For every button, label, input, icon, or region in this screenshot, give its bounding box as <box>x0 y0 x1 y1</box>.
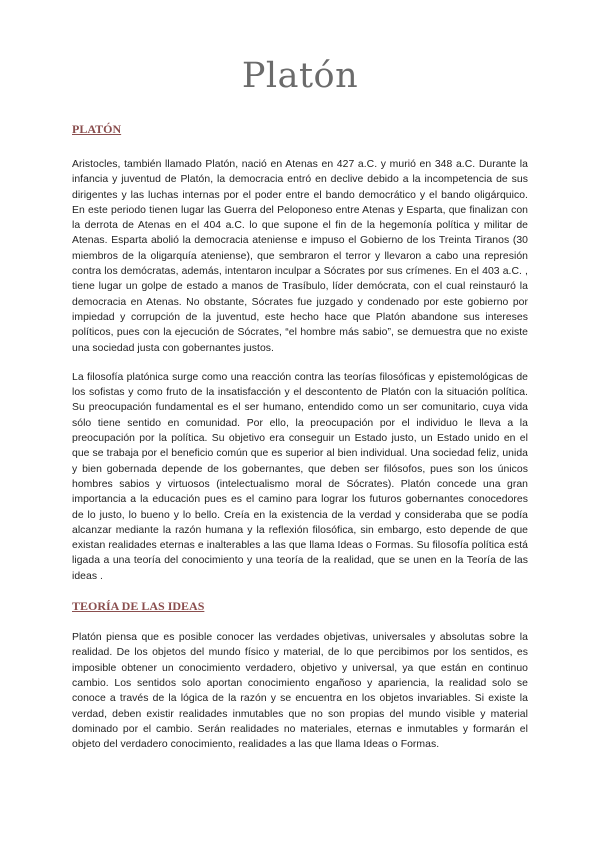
section-heading-platon: PLATÓN <box>72 122 122 136</box>
paragraph-biography: Aristocles, también llamado Platón, nació en Atenas en 427 a.C. y murió en 348 a.C. Durante la infancia y juventud de Platón, la democracia entró en declive debido a la incompetencia de sus dirigentes y las luchas internas por el poder entre el bando democrático y el bando oligárquico. En este periodo tienen lugar las Guerra del Peloponeso entre Atenas y Esparta, que finalizan con la derrota de Atenas en el 404 a.C. lo que supone el fin de la hegemonía política y militar de Atenas. Esparta abolió la democracia ateniense e impuso el Gobierno de los Treinta Tiranos (30 miembros de la oligarquía ateniense), que sembraron el terror y llevaron a cabo una represión contra los demócratas, además, intentaron inculpar a Sócrates por sus crímenes. En el 403 a.C. , tiene lugar un golpe de estado a manos de Trasíbulo, líder demócrata, con el cual reinstauró la democracia en Atenas. No obstante, Sócrates fue juzgado y condenado por este gobierno por impiedad y corrupción de la juventud, este hecho hace que Platón abandone sus intereses políticos, pues con la ejecución de Sócrates, “el hombre más sabio”, se demuestra que no existe una sociedad justa con gobernantes justos. <box>72 159 528 354</box>
paragraph-philosophy: La filosofía platónica surge como una reacción contra las teorías filosóficas y epistemológicas de los sofistas y como fruto de la insatisfacción y el descontento de Platón con la situación política. Su preocupación fundamental es el ser humano, entendido como un ser comunitario, cuya vida sólo tiene sentido en comunidad. Por ello, la preocupación por el individuo le lleva a la preocupación por la política. Su objetivo era conseguir un Estado justo, un Estado unido en el que se trabaja por el beneficio común que es superior al bien individual. Una sociedad feliz, unida y bien gobernada depende de los gobernantes, que deben ser filósofos, pues son los únicos hombres sabios y virtuosos (intelectualismo moral de Sócrates). Platón concede una gran importancia a la educación pues es el camino para lograr los futuros gobernantes conocedores de lo justo, lo bueno y lo bello. Creía en la existencia de la verdad y consideraba que se podía alcanzar mediante la razón humana y la reflexión filosófica, sin embargo, esto depende de que existan realidades eternas e inalterables a las que llama Ideas o Formas. Su filosofía política está ligada a una teoría del conocimiento y una teoría de la realidad, que se unen en la Teoría de las ideas . <box>72 371 528 582</box>
section-heading-teoria-ideas: TEORÍA DE LAS IDEAS <box>72 599 205 614</box>
paragraph-teoria-ideas: Platón piensa que es posible conocer las verdades objetivas, universales y absolutas sobre la realidad. De los objetos del mundo físico y material, de lo que percibimos por los sentidos, es imposible obtener un conocimiento verdadero, objetivo y universal, ya que están en continuo cambio. Los sentidos solo aportan conocimiento engañoso y apariencia, la realidad solo se conoce a través de la lógica de la razón y se encuentra en los objetos invariables. Si existe la verdad, deben existir realidades inmutables que no son propias del mundo visible y material dominado por el cambio. Serán realidades no materiales, eternas e inmutables y formarán el objeto del verdadero conocimiento, realidades a las que llama Ideas o Formas. <box>72 632 528 751</box>
document-title: Platón <box>241 56 359 96</box>
